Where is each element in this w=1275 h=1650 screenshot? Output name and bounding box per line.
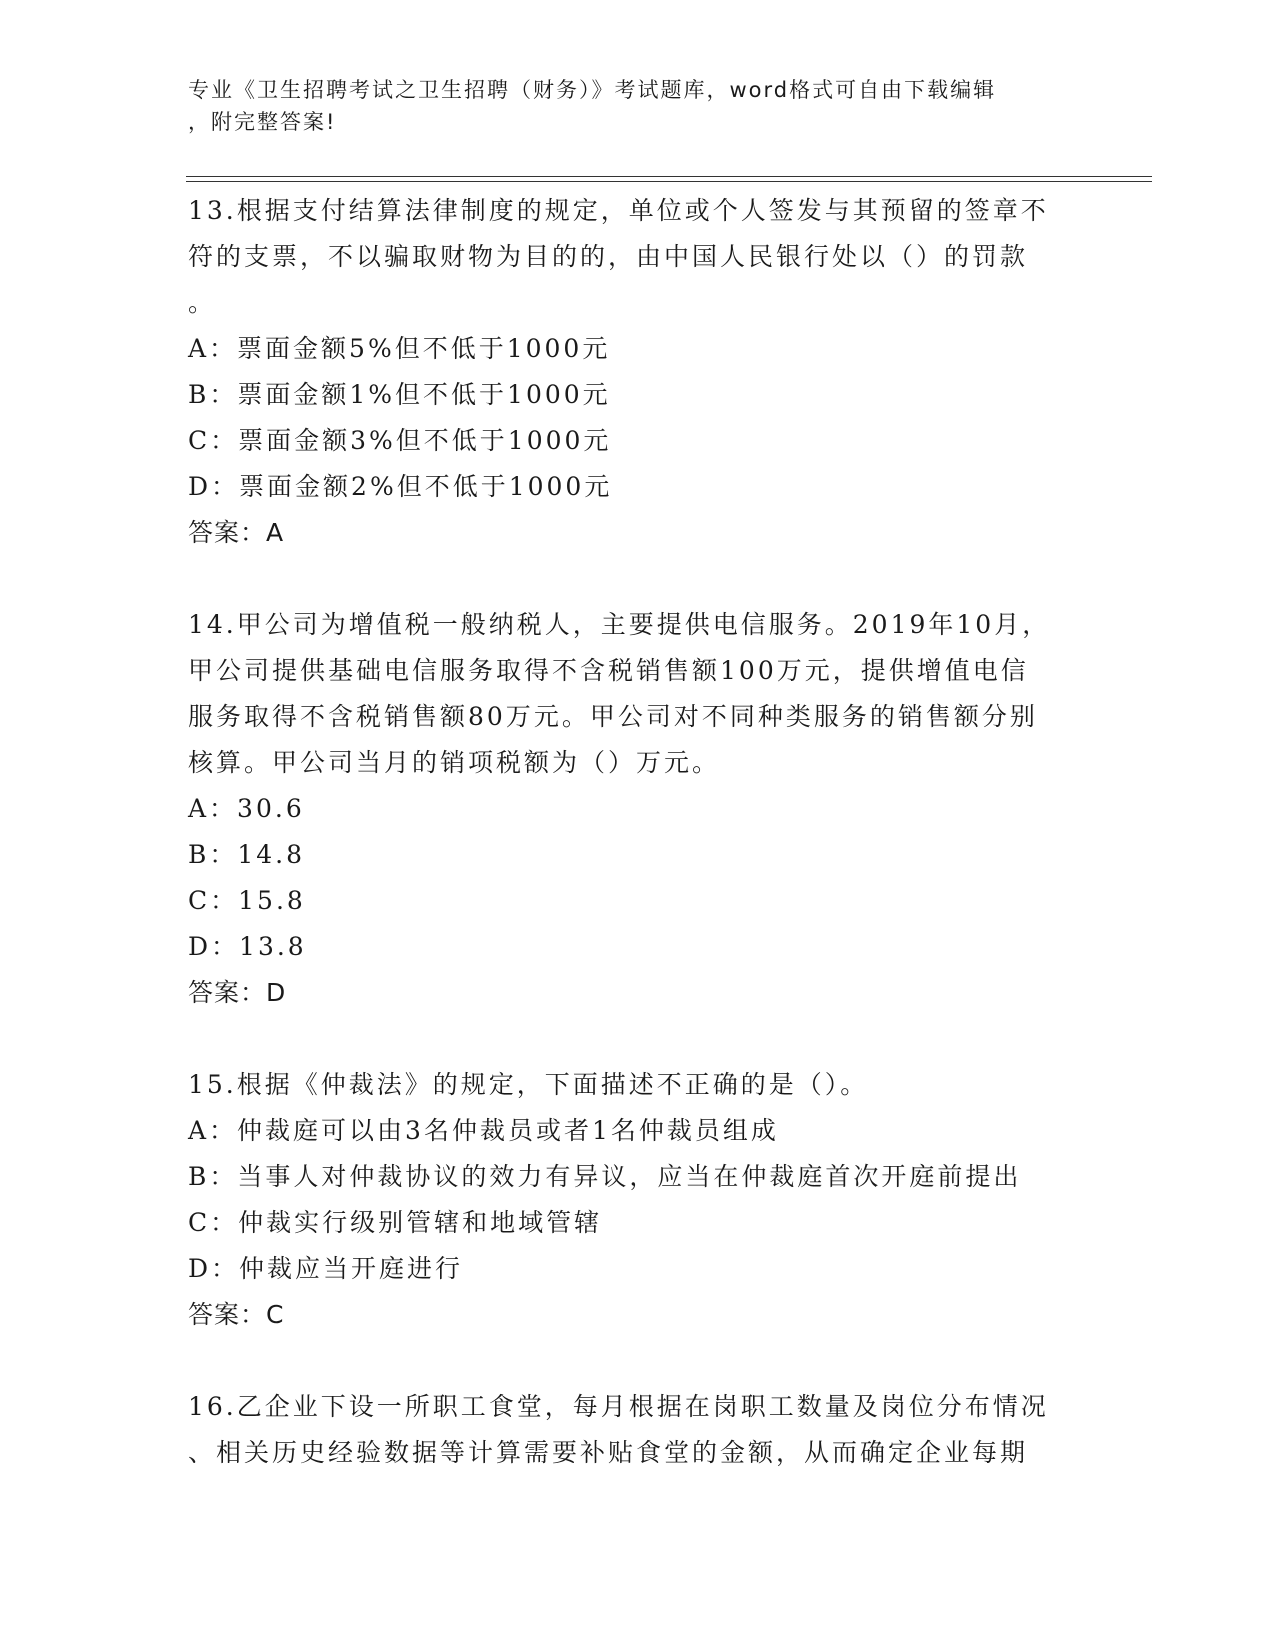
option-d: D：仲裁应当开庭进行 xyxy=(188,1254,464,1283)
question-stem-line: 16.乙企业下设一所职工食堂，每月根据在岗职工数量及岗位分布情况 xyxy=(188,1392,1049,1421)
question-stem-line: 甲公司提供基础电信服务取得不含税销售额100万元，提供增值电信 xyxy=(188,656,1029,685)
option-c: C：仲裁实行级别管辖和地域管辖 xyxy=(188,1208,603,1237)
question-gap xyxy=(188,1016,1088,1062)
option-b: B：当事人对仲裁协议的效力有异议，应当在仲裁庭首次开庭前提出 xyxy=(188,1162,1022,1191)
option-c: C：15.8 xyxy=(188,886,306,915)
question-stem-line: 14.甲公司为增值税一般纳税人，主要提供电信服务。2019年10月， xyxy=(188,610,1051,639)
question-stem-line: 符的支票，不以骗取财物为目的的，由中国人民银行处以（）的罚款 xyxy=(188,242,1029,271)
question-stem-line: 。 xyxy=(188,288,217,317)
question-stem-line: 核算。甲公司当月的销项税额为（）万元。 xyxy=(188,748,721,777)
question-14 xyxy=(188,602,1088,1016)
question-gap xyxy=(188,556,1088,602)
option-a: A：30.6 xyxy=(188,794,305,823)
question-list xyxy=(188,188,1088,1476)
header-divider-bottom xyxy=(186,181,1152,182)
question-15 xyxy=(188,1062,1088,1338)
option-c: C：票面金额3%但不低于1000元 xyxy=(188,426,612,455)
question-gap xyxy=(188,1338,1088,1384)
option-a: A：票面金额5%但不低于1000元 xyxy=(188,334,611,363)
question-stem-line: 15.根据《仲裁法》的规定，下面描述不正确的是（）。 xyxy=(188,1070,869,1099)
option-d: D：票面金额2%但不低于1000元 xyxy=(188,472,613,501)
question-16 xyxy=(188,1384,1088,1476)
header-line-2: ，附完整答案! xyxy=(188,110,337,134)
option-b: B：票面金额1%但不低于1000元 xyxy=(188,380,611,409)
header-line-1: 专业《卫生招聘考试之卫生招聘（财务）》考试题库，word格式可自由下载编辑 xyxy=(188,78,997,102)
question-stem-line: 13.根据支付结算法律制度的规定，单位或个人签发与其预留的签章不 xyxy=(188,196,1049,225)
page-header xyxy=(188,74,1068,138)
question-stem-line: 、相关历史经验数据等计算需要补贴食堂的金额，从而确定企业每期 xyxy=(188,1438,1029,1467)
answer-line: 答案：A xyxy=(188,518,285,547)
question-stem-line: 服务取得不含税销售额80万元。甲公司对不同种类服务的销售额分别 xyxy=(188,702,1038,731)
header-divider-top xyxy=(186,176,1152,177)
question-13 xyxy=(188,188,1088,556)
option-d: D：13.8 xyxy=(188,932,307,961)
answer-line: 答案：D xyxy=(188,978,287,1007)
option-b: B：14.8 xyxy=(188,840,306,869)
answer-line: 答案：C xyxy=(188,1300,285,1329)
option-a: A：仲裁庭可以由3名仲裁员或者1名仲裁员组成 xyxy=(188,1116,779,1145)
